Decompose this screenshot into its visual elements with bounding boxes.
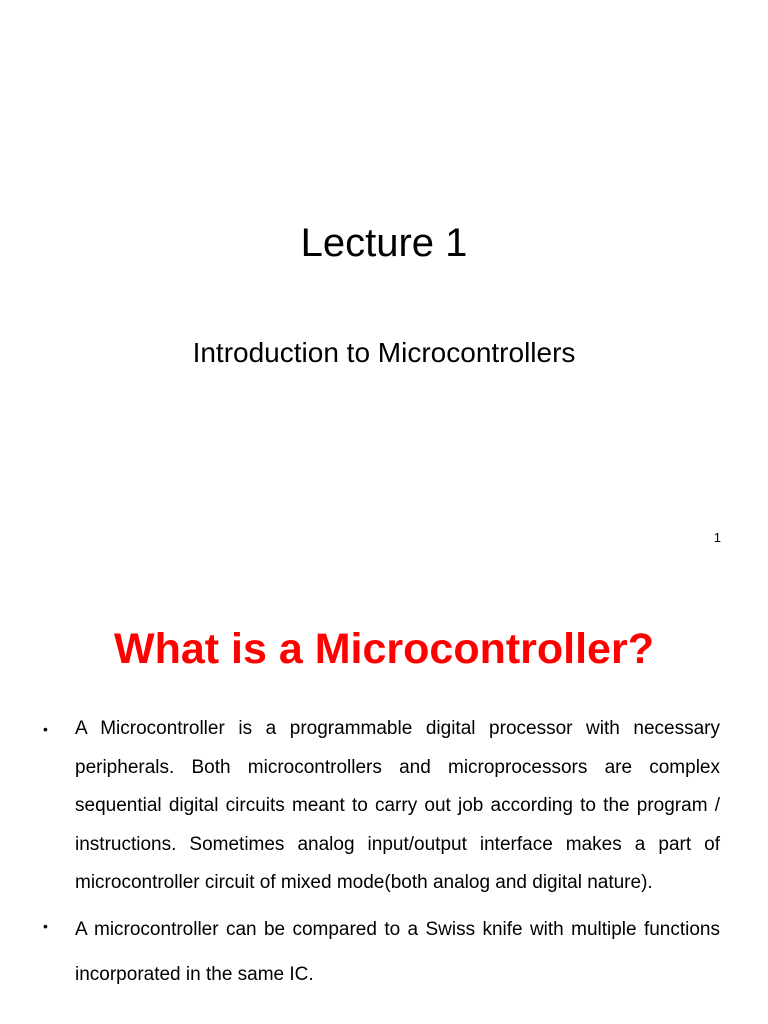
- bullet-marker: •: [43, 721, 48, 737]
- slide-subtitle: Introduction to Microcontrollers: [192, 337, 576, 368]
- slide-title: Lecture 1: [300, 221, 468, 265]
- slide-2: [0, 578, 768, 1024]
- page-number: 1: [713, 530, 721, 545]
- bullet-list: [0, 710, 768, 997]
- bullet-text: A Microcontroller is a programmable digital processor with necessary peripherals. Both microcontrollers and microprocessors are complex sequential digital circuits meant to carry out job according to the program / instructions. Sometimes analog input/output interface makes a part of microcontroller circuit of mixed mode(both analog and digital nature).: [75, 718, 720, 893]
- slide-heading: What is a Microcontroller?: [114, 625, 654, 673]
- bullet-text: A microcontroller can be compared to a Swiss knife with multiple functions incorporated in the same IC.: [75, 918, 720, 985]
- bullet-marker: •: [43, 917, 48, 934]
- bullet-item: [0, 907, 768, 997]
- bullet-item: [0, 710, 768, 903]
